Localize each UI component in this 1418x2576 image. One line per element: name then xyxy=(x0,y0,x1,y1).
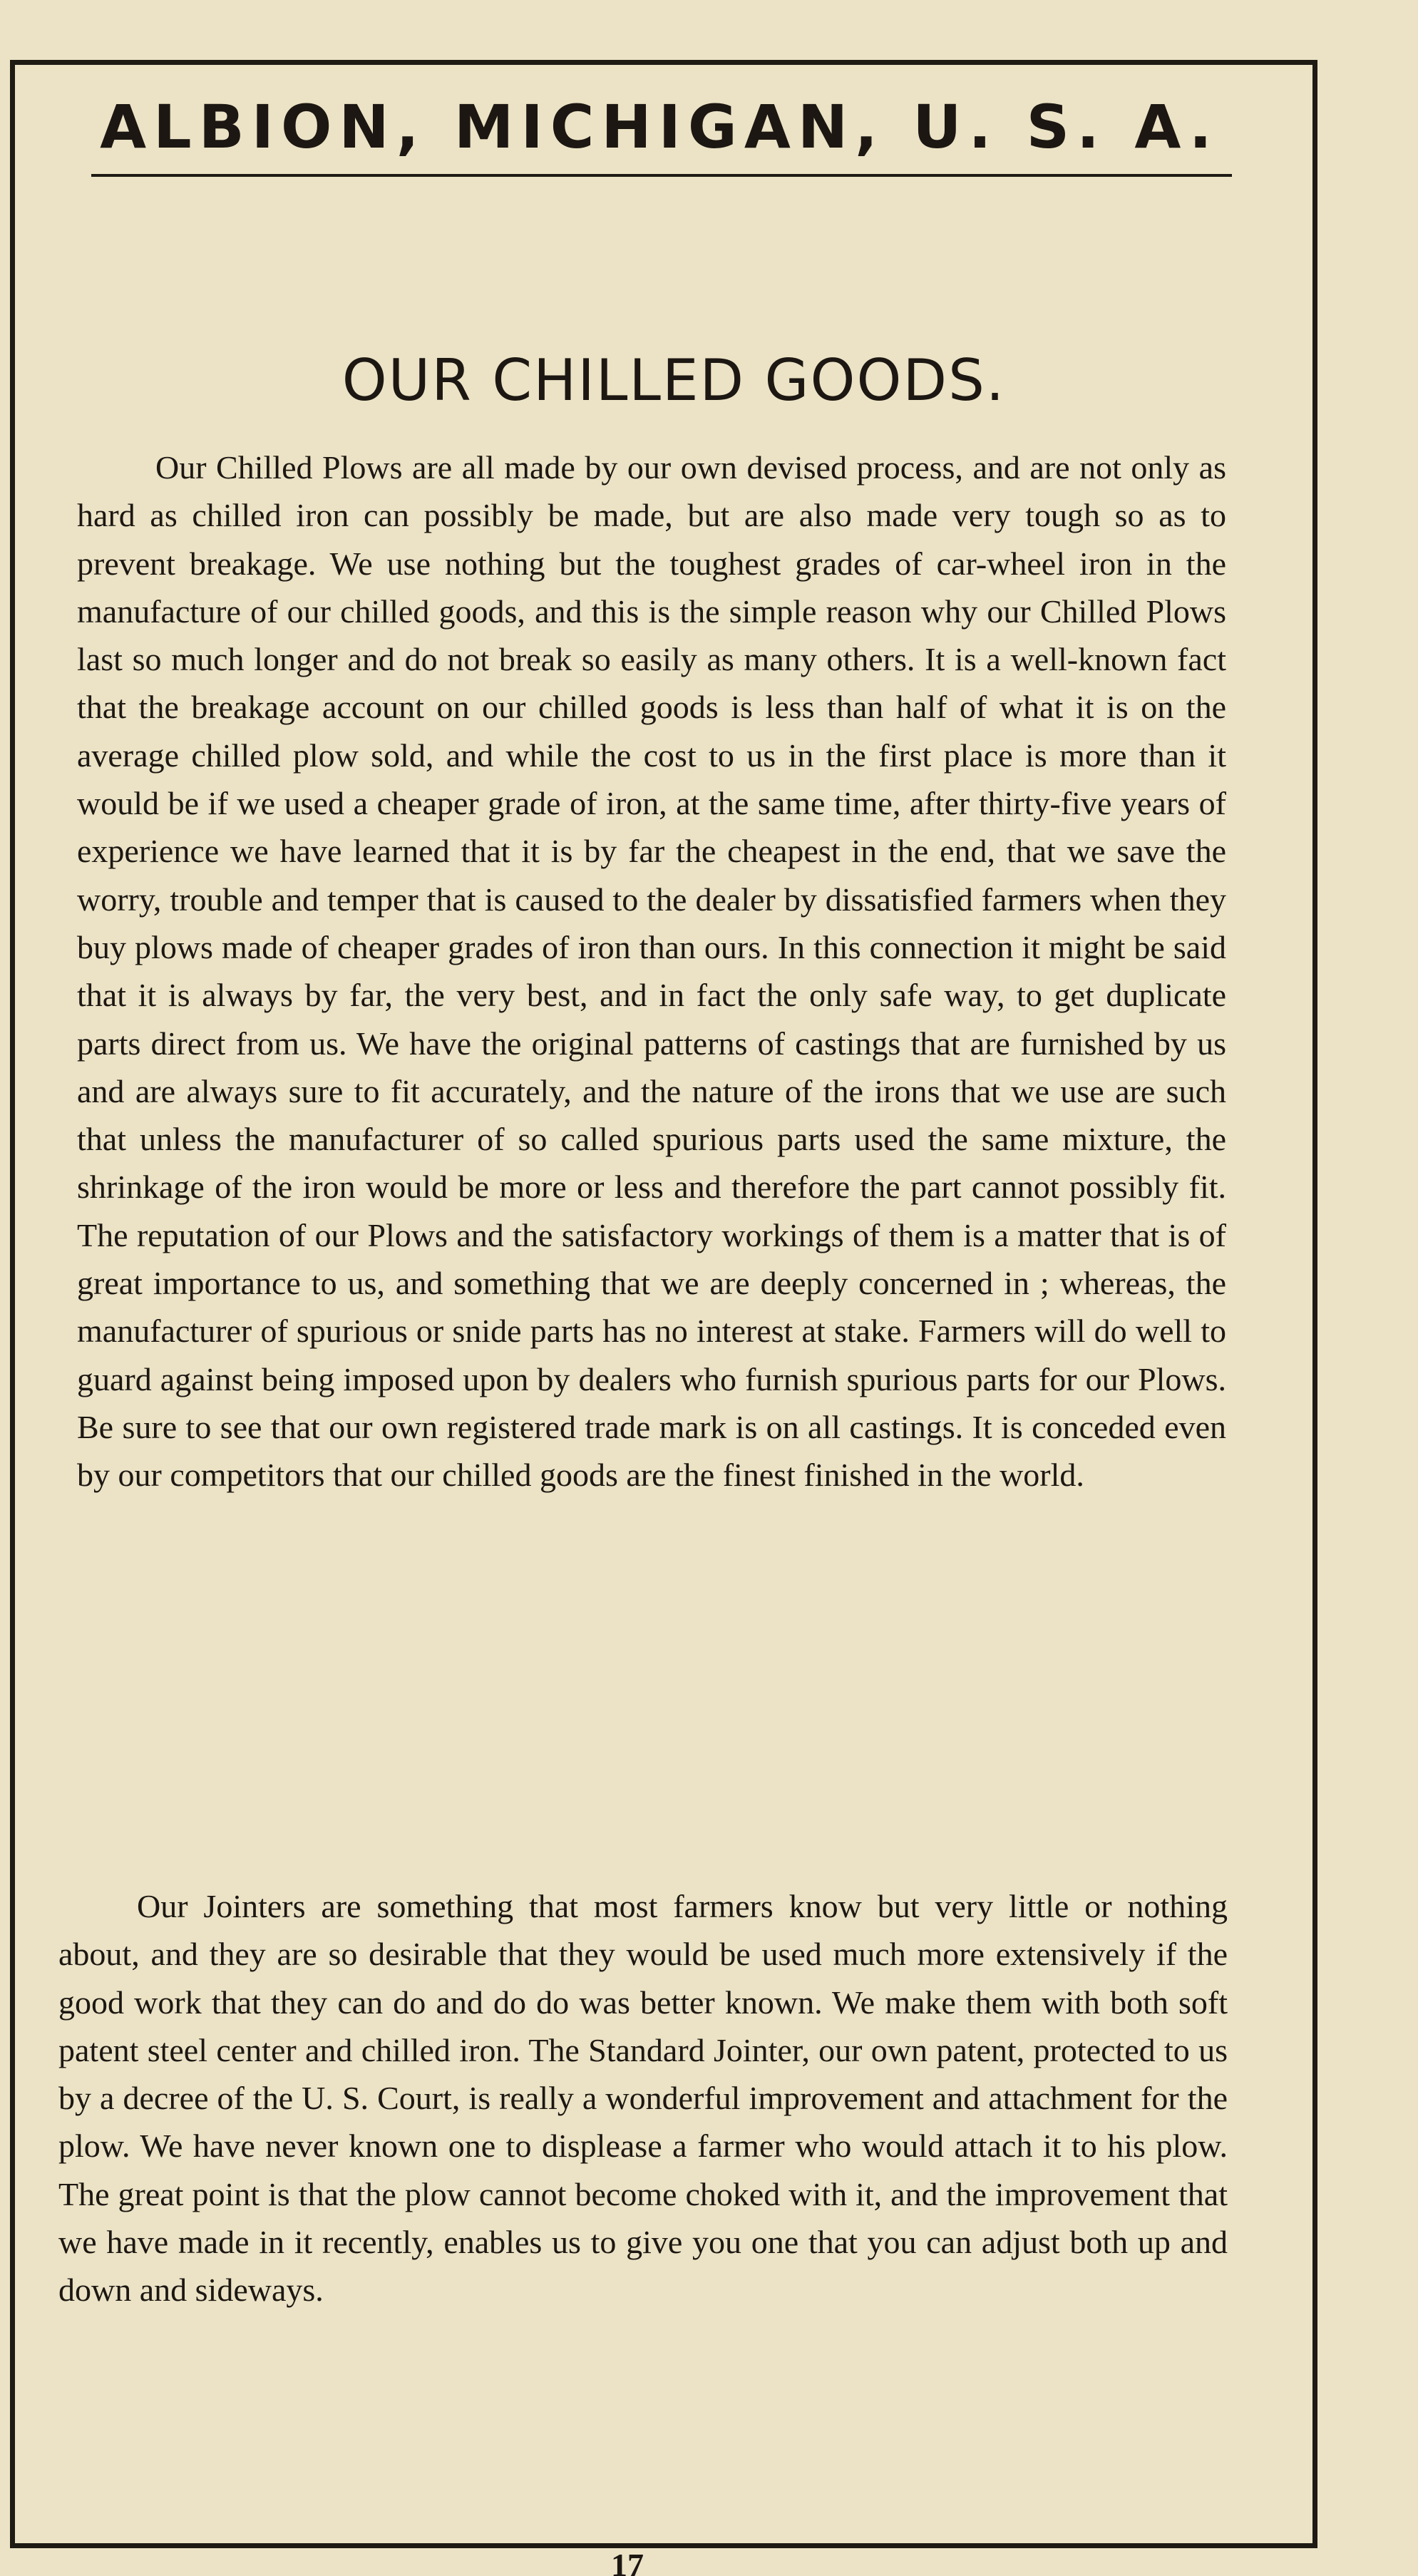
header-rule xyxy=(91,174,1232,177)
page-number: 17 xyxy=(611,2547,644,2576)
running-head: ALBION, MICHIGAN, U. S. A. xyxy=(100,92,1219,162)
section-title: OUR CHILLED GOODS. xyxy=(341,347,1006,414)
paragraph-chilled-plows: Our Chilled Plows are all made by our own devised process, and are not only as hard as chilled iron can possibly be made, but are also made very tough so as to prevent breakage. We use nothing but the toughest grades of car-wheel iron in the manufacture of our chilled goods, and this is the simple reason why our Chilled Plows last so much longer and do not break so easily as many others. It is a well-known fact that the breakage account on our chilled goods is less than half of what it is on the average chilled plow sold, and while the cost to us in the first place is more than it would be if we used a cheaper grade of iron, at the same time, after thirty-five years of experience we have learned that it is by far the cheapest in the end, that we save the worry, trouble and temper that is caused to the dealer by dissatisfied farmers when they buy plows made of cheaper grades of iron than ours. In this connection it might be said that it is always by far, the very best, and in fact the only safe way, to get duplicate parts direct from us. We have the original patterns of castings that are furnished by us and are always sure to fit accurately, and the nature of the irons that we use are such that unless the manufacturer of so called spurious parts used the same mixture, the shrinkage of the iron would be more or less and therefore the part cannot possibly fit. The reputation of our Plows and the satisfactory workings of them is a matter that is of great importance to us, and something that we are deeply concerned in ; whereas, the manufacturer of spurious or snide parts has no interest at stake. Farmers will do well to guard against being imposed upon by dealers who furnish spurious parts for our Plows. Be sure to see that our own registered trade mark is on all castings. It is conceded even by our competitors that our chilled goods are the finest finished in the world. xyxy=(77,449,1226,1494)
paragraph-jointers: Our Jointers are something that most farmers know but very little or nothing about, and they are so desirable that they would be used much more extensively if the good work that they can do and do do was better known. We make them with both soft patent steel center and chilled iron. The Standard Jointer, our own patent, protected to us by a decree of the U. S. Court, is really a wonderful improvement and attachment for the plow. We have never known one to displease a farmer who would attach it to his plow. The great point is that the plow cannot become choked with it, and the improvement that we have made in it recently, enables us to give you one that you can adjust both up and down and sideways. xyxy=(58,1888,1228,2309)
